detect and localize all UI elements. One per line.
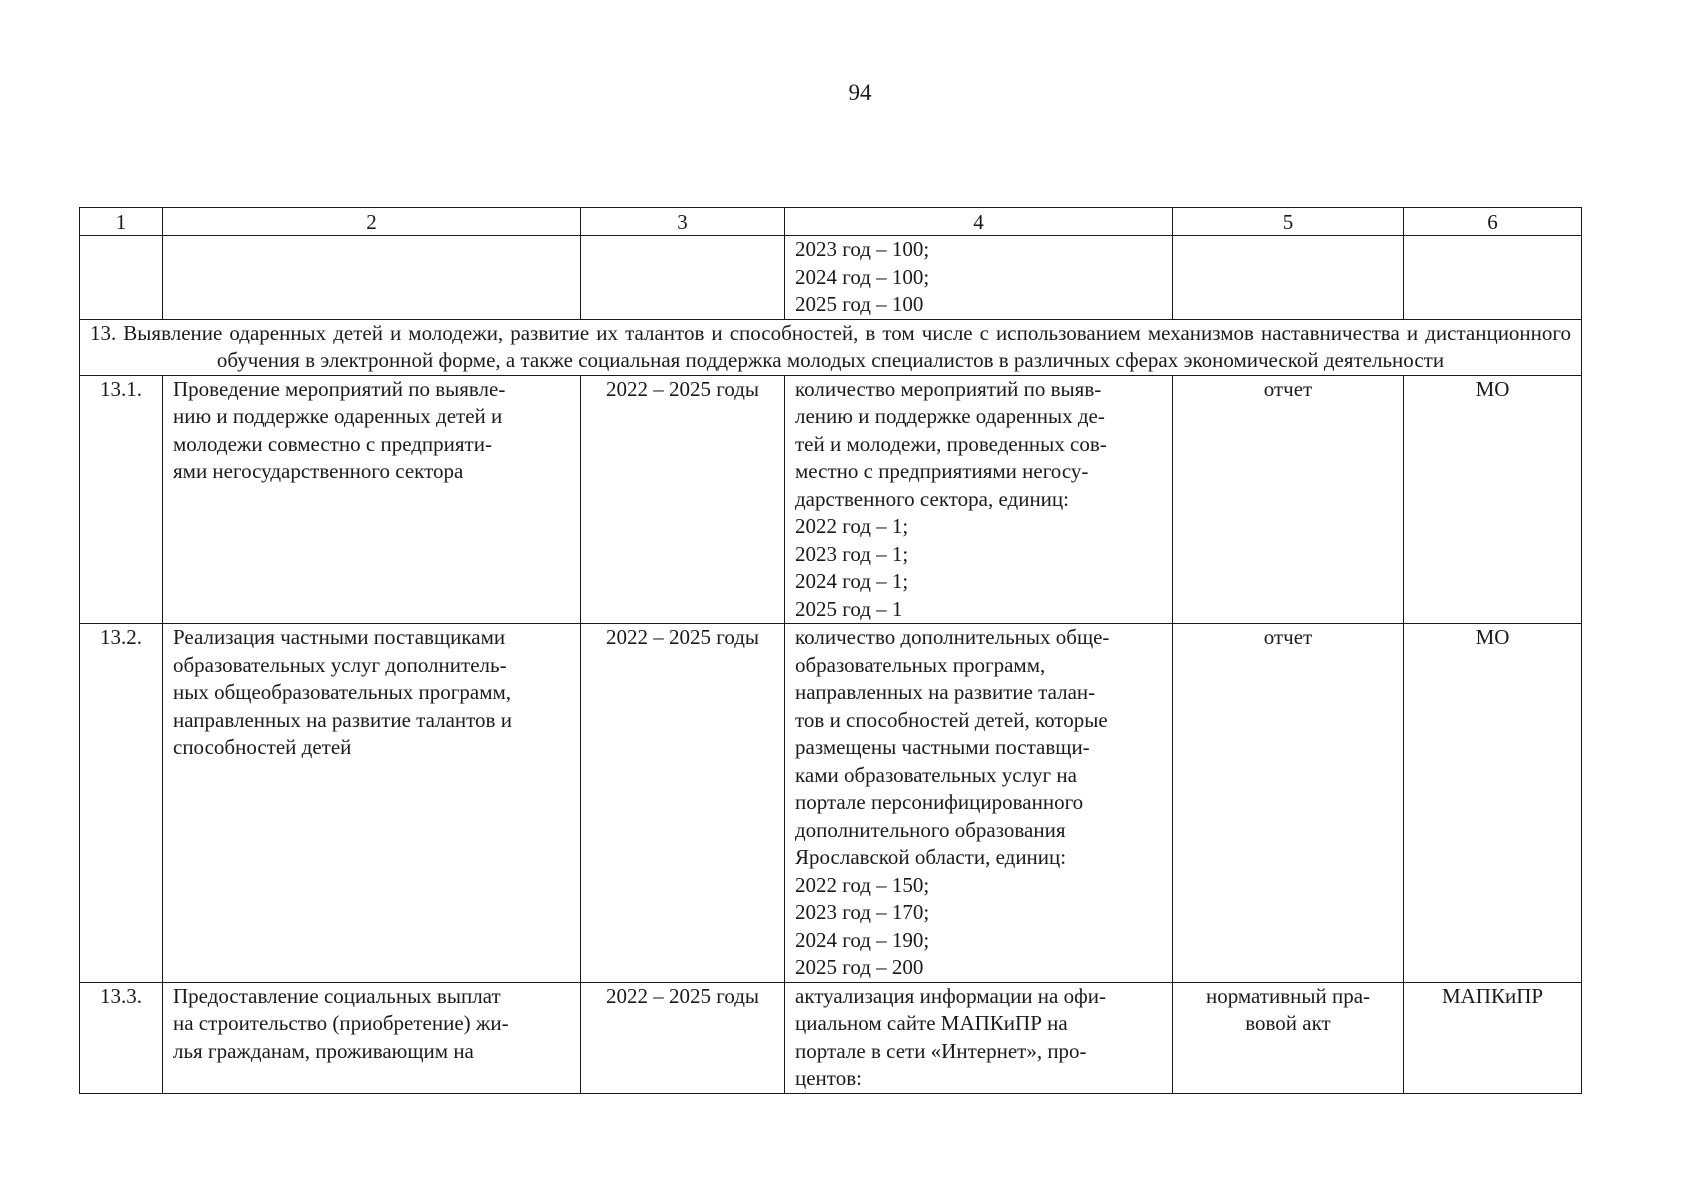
indicator-line: размещены частными поставщи- bbox=[795, 735, 1090, 759]
indicator-line: 2024 год – 1; bbox=[795, 569, 909, 593]
column-number: 6 bbox=[1404, 208, 1582, 236]
document-cell bbox=[1173, 982, 1404, 1093]
indicator-line: портале в сети «Интернет», про- bbox=[795, 1038, 1087, 1063]
document-line: вовой акт bbox=[1245, 1011, 1331, 1035]
event-line: Предоставление социальных выплат bbox=[173, 983, 501, 1008]
event-line: образовательных услуг дополнитель- bbox=[173, 652, 507, 677]
period-cell: 2022 – 2025 годы bbox=[581, 624, 785, 983]
event-cell bbox=[163, 624, 581, 983]
indicator-line: 2023 год – 1; bbox=[795, 541, 909, 566]
document-line: отчет bbox=[1263, 376, 1313, 401]
indicator-line: центов: bbox=[795, 1066, 862, 1090]
document-cell bbox=[1173, 624, 1404, 983]
document-cell bbox=[1173, 375, 1404, 624]
indicator-line: 2025 год – 100 bbox=[795, 292, 924, 316]
event-line: ных общеобразовательных программ, bbox=[173, 680, 512, 704]
section-row bbox=[80, 319, 1582, 375]
indicator-line: 2024 год – 190; bbox=[795, 927, 930, 952]
empty-cell bbox=[1173, 236, 1404, 320]
empty-cell bbox=[80, 236, 163, 320]
event-cell bbox=[163, 982, 581, 1093]
executor-cell: МО bbox=[1404, 375, 1582, 624]
indicator-cell bbox=[785, 375, 1173, 624]
indicator-line: 2022 год – 150; bbox=[795, 872, 930, 897]
executor-cell: МАПКиПР bbox=[1404, 982, 1582, 1093]
period-cell: 2022 – 2025 годы bbox=[581, 982, 785, 1093]
event-line: лья гражданам, проживающим на bbox=[173, 1038, 474, 1063]
event-line: ями негосударственного сектора bbox=[173, 459, 464, 483]
indicator-line: 2022 год – 1; bbox=[795, 514, 909, 538]
indicator-line: дарственного сектора, единиц: bbox=[795, 486, 1069, 511]
event-cell bbox=[163, 375, 581, 624]
empty-cell bbox=[1404, 236, 1582, 320]
indicator-line: тов и способностей детей, которые bbox=[795, 707, 1108, 732]
row-number: 13.1. bbox=[80, 375, 163, 624]
indicator-line: циальном сайте МАПКиПР на bbox=[795, 1011, 1068, 1035]
column-number: 3 bbox=[581, 208, 785, 236]
indicator-line: 2024 год – 100; bbox=[795, 264, 930, 289]
table-row bbox=[80, 624, 1582, 983]
table-row bbox=[80, 375, 1582, 624]
indicator-line: актуализация информации на офи- bbox=[795, 983, 1106, 1008]
indicator-cell bbox=[785, 982, 1173, 1093]
indicator-line: 2023 год – 170; bbox=[795, 900, 930, 924]
document-line: отчет bbox=[1263, 625, 1313, 649]
event-line: направленных на развитие талантов и bbox=[173, 707, 512, 732]
event-line: молодежи совместно с предприяти- bbox=[173, 431, 492, 456]
indicator-line: ками образовательных услуг на bbox=[795, 762, 1077, 787]
column-number-row bbox=[80, 208, 1582, 236]
indicator-line: дополнительного образования bbox=[795, 817, 1066, 842]
event-line: нию и поддержке одаренных детей и bbox=[173, 404, 503, 428]
column-number: 5 bbox=[1173, 208, 1404, 236]
executor-cell: МО bbox=[1404, 624, 1582, 983]
indicator-line: местно с предприятиями негосу- bbox=[795, 459, 1089, 483]
column-number: 1 bbox=[80, 208, 163, 236]
column-number: 4 bbox=[785, 208, 1173, 236]
indicator-cell bbox=[785, 624, 1173, 983]
indicator-line: образовательных программ, bbox=[795, 652, 1046, 677]
row-number: 13.2. bbox=[80, 624, 163, 983]
event-line: Реализация частными поставщиками bbox=[173, 625, 506, 649]
continuation-row bbox=[80, 236, 1582, 320]
page-number: 94 bbox=[848, 80, 872, 105]
column-number: 2 bbox=[163, 208, 581, 236]
row-number: 13.3. bbox=[80, 982, 163, 1093]
event-line: Проведение мероприятий по выявле- bbox=[173, 376, 506, 401]
indicator-line: Ярославской области, единиц: bbox=[795, 845, 1067, 869]
indicator-line: лению и поддержке одаренных де- bbox=[795, 404, 1105, 428]
event-line: на строительство (приобретение) жи- bbox=[173, 1011, 509, 1035]
empty-cell bbox=[581, 236, 785, 320]
indicator-line: 2023 год – 100; bbox=[795, 237, 930, 261]
period-cell: 2022 – 2025 годы bbox=[581, 375, 785, 624]
indicator-line: 2025 год – 200 bbox=[795, 955, 924, 979]
indicator-line: направленных на развитие талан- bbox=[795, 680, 1096, 704]
event-line: способностей детей bbox=[173, 735, 352, 759]
indicator-line: количество дополнительных обще- bbox=[795, 625, 1110, 649]
plan-table bbox=[79, 207, 1582, 1094]
section-title: 13. Выявление одаренных детей и молодежи, развитие их талантов и способностей, в том числе с использованием механизмов наставничества и дистанционного обучения в электронной форме, а также социальная поддержка молодых специалистов в различных сферах экономической деятельности bbox=[80, 319, 1582, 375]
indicator-line: 2025 год – 1 bbox=[795, 596, 903, 621]
empty-cell bbox=[163, 236, 581, 320]
indicator-cell bbox=[785, 236, 1173, 320]
document-line: нормативный пра- bbox=[1205, 983, 1371, 1008]
indicator-line: тей и молодежи, проведенных сов- bbox=[795, 431, 1107, 456]
table-row bbox=[80, 982, 1582, 1093]
indicator-line: портале персонифицированного bbox=[795, 790, 1084, 814]
indicator-line: количество мероприятий по выяв- bbox=[795, 376, 1102, 401]
